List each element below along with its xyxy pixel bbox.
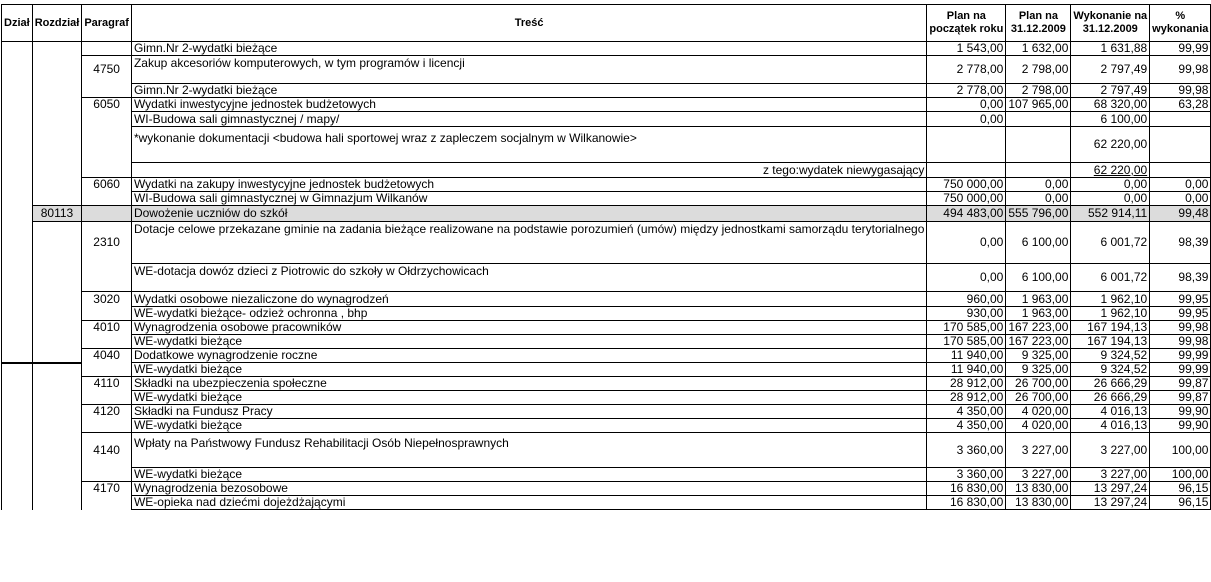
percent-cell: 98,39 (1150, 222, 1211, 264)
paragraf-cell (82, 496, 132, 510)
rozdzial-cell (32, 468, 82, 482)
tresc-text: *wykonanie dokumentacji <budowa hali sportowej wraz z zapleczem socjalnym w Wilkanowie> (133, 130, 637, 145)
dzial-cell (2, 496, 33, 510)
plan-end-cell: 4 020,00 (1006, 419, 1071, 433)
table-row (2, 363, 1211, 377)
tresc-cell: WE-wydatki bieżące (131, 363, 926, 377)
percent-cell: 0,00 (1150, 192, 1211, 206)
rozdzial-cell (32, 419, 82, 433)
dzial-cell (2, 178, 33, 192)
rozdzial-cell (32, 377, 82, 391)
percent-cell: 99,87 (1150, 377, 1211, 391)
plan-start-header-line1: Plan na (946, 10, 986, 22)
table-body (2, 42, 1211, 510)
wykonanie-cell: 62 220,00 (1071, 127, 1150, 163)
percent-cell: 99,95 (1150, 292, 1211, 307)
percent-cell (1150, 163, 1211, 178)
plan-end-cell (1006, 127, 1071, 163)
percent-cell: 99,90 (1150, 419, 1211, 433)
plan-start-cell: 750 000,00 (927, 192, 1006, 206)
plan-end-cell: 3 227,00 (1006, 468, 1071, 482)
table-row (2, 163, 1211, 178)
table-row (2, 178, 1211, 192)
plan-start-cell: 930,00 (927, 307, 1006, 321)
dzial-cell (2, 405, 33, 419)
tresc-cell: Wydatki na zakupy inwestycyjne jednostek budżetowych (131, 178, 926, 192)
percent-cell: 98,39 (1150, 264, 1211, 292)
plan-end-cell: 0,00 (1006, 178, 1071, 192)
percent-cell: 99,98 (1150, 335, 1211, 349)
wykonanie-cell: 3 227,00 (1071, 433, 1150, 468)
rozdzial-cell (32, 363, 82, 377)
plan-start-cell: 11 940,00 (927, 363, 1006, 377)
plan-end-cell: 2 798,00 (1006, 56, 1071, 84)
paragraf-cell: 4110 (82, 377, 132, 391)
plan-end-cell: 107 965,00 (1006, 98, 1071, 112)
table-row (2, 56, 1211, 84)
plan-start-cell: 3 360,00 (927, 468, 1006, 482)
dzial-cell (2, 391, 33, 405)
rozdzial-cell (32, 192, 82, 206)
plan-start-cell: 4 350,00 (927, 405, 1006, 419)
percent-cell: 99,98 (1150, 56, 1211, 84)
wykonanie-cell: 26 666,29 (1071, 391, 1150, 405)
percent-cell: 99,99 (1150, 42, 1211, 56)
paragraf-cell: 2310 (82, 222, 132, 264)
tresc-cell: WE-wydatki bieżące (131, 468, 926, 482)
tresc-cell: Dodatkowe wynagrodzenie roczne (131, 349, 926, 363)
table-row (2, 468, 1211, 482)
dzial-cell (2, 419, 33, 433)
dzial-cell (2, 292, 33, 307)
plan-start-cell: 28 912,00 (927, 391, 1006, 405)
dzial-cell (2, 307, 33, 321)
dzial-cell (2, 84, 33, 98)
col-rozdzial-header: Rozdział (32, 5, 82, 42)
wykonanie-cell (1071, 163, 1150, 178)
percent-cell: 63,28 (1150, 98, 1211, 112)
plan-start-cell: 3 360,00 (927, 433, 1006, 468)
plan-start-cell: 0,00 (927, 98, 1006, 112)
percent-cell: 100,00 (1150, 433, 1211, 468)
percent-cell: 99,99 (1150, 363, 1211, 377)
subtotal-row (2, 206, 1211, 222)
dzial-cell (2, 264, 33, 292)
table-row (2, 192, 1211, 206)
dzial-cell (2, 349, 33, 363)
percent-cell: 99,98 (1150, 84, 1211, 98)
plan-start-cell: 170 585,00 (927, 321, 1006, 335)
wykonanie-cell: 0,00 (1071, 178, 1150, 192)
table-row (2, 42, 1211, 56)
paragraf-cell (82, 127, 132, 163)
paragraf-cell: 4170 (82, 482, 132, 496)
plan-end-cell: 167 223,00 (1006, 321, 1071, 335)
tresc-cell: Wydatki osobowe niezaliczone do wynagrodzeń (131, 292, 926, 307)
plan-start-cell: 28 912,00 (927, 377, 1006, 391)
tresc-cell: WI-Budowa sali gimnastycznej w Gimnazjum Wilkanów (131, 192, 926, 206)
wykonanie-cell: 1 631,88 (1071, 42, 1150, 56)
tresc-cell: WE-wydatki bieżące (131, 391, 926, 405)
paragraf-cell: 3020 (82, 292, 132, 307)
table-row (2, 222, 1211, 264)
paragraf-cell (82, 84, 132, 98)
table-row (2, 405, 1211, 419)
table-row (2, 391, 1211, 405)
dzial-cell (2, 222, 33, 264)
table-row (2, 112, 1211, 127)
wykonanie-cell: 2 797,49 (1071, 84, 1150, 98)
col-plan-end-header (1006, 5, 1071, 42)
percent-cell: 99,99 (1150, 349, 1211, 363)
table-row (2, 98, 1211, 112)
dzial-cell (2, 363, 33, 377)
plan-end-cell: 6 100,00 (1006, 264, 1071, 292)
paragraf-cell: 4140 (82, 433, 132, 468)
paragraf-cell: 6060 (82, 178, 132, 192)
paragraf-cell (82, 419, 132, 433)
wykonanie-cell: 26 666,29 (1071, 377, 1150, 391)
table-row (2, 127, 1211, 163)
rozdzial-cell (32, 112, 82, 127)
table-row (2, 292, 1211, 307)
percent-cell: 100,00 (1150, 468, 1211, 482)
plan-end-cell: 4 020,00 (1006, 405, 1071, 419)
tresc-cell: Składki na Fundusz Pracy (131, 405, 926, 419)
col-plan-start-header (927, 5, 1006, 42)
rozdzial-cell (32, 42, 82, 56)
wykonanie-cell: 1 962,10 (1071, 307, 1150, 321)
plan-end-cell: 167 223,00 (1006, 335, 1071, 349)
col-dzial-header: Dział (2, 5, 33, 42)
plan-start-cell (927, 127, 1006, 163)
wykonanie-header-line1: Wykonanie na (1073, 10, 1148, 22)
plan-end-cell (1006, 163, 1071, 178)
plan-end-cell: 1 963,00 (1006, 307, 1071, 321)
rozdzial-cell (32, 321, 82, 335)
wykonanie-cell: 167 194,13 (1071, 335, 1150, 349)
tresc-cell: WI-Budowa sali gimnastycznej / mapy/ (131, 112, 926, 127)
plan-end-cell (1006, 112, 1071, 127)
table-row (2, 349, 1211, 363)
plan-end-cell: 1 963,00 (1006, 292, 1071, 307)
table-row (2, 335, 1211, 349)
wykonanie-cell: 68 320,00 (1071, 98, 1150, 112)
wykonanie-cell: 4 016,13 (1071, 405, 1150, 419)
budget-table (1, 4, 1211, 510)
paragraf-cell (82, 112, 132, 127)
wykonanie-cell: 552 914,11 (1071, 206, 1150, 222)
plan-end-cell: 0,00 (1006, 192, 1071, 206)
percent-header-line1: % (1175, 10, 1186, 22)
rozdzial-cell (32, 482, 82, 496)
rozdzial-cell (32, 84, 82, 98)
dzial-cell (2, 127, 33, 163)
rozdzial-cell (32, 264, 82, 292)
rozdzial-cell (32, 391, 82, 405)
plan-start-cell: 16 830,00 (927, 496, 1006, 510)
rozdzial-cell (32, 307, 82, 321)
tresc-text: WE-dotacja dowóz dzieci z Piotrowic do szkoły w Ołdrzychowicach (133, 263, 489, 278)
tresc-text: Zakup akcesoriów komputerowych, w tym programów i licencji (133, 55, 465, 70)
plan-end-cell: 1 632,00 (1006, 42, 1071, 56)
rozdzial-cell (32, 335, 82, 349)
dzial-cell (2, 192, 33, 206)
wykonanie-cell: 4 016,13 (1071, 419, 1150, 433)
table-row (2, 84, 1211, 98)
tresc-text: Dotacje celowe przekazane gminie na zadania bieżące realizowane na podstawie porozumień (umów) między jednostkami samorządu terytorialnego (133, 222, 925, 236)
rozdzial-cell: 80113 (32, 206, 82, 222)
tresc-text: Wpłaty na Państwowy Fundusz Rehabilitacji Osób Niepełnosprawnych (133, 436, 509, 450)
table-row (2, 264, 1211, 292)
tresc-cell: Wynagrodzenia bezosobowe (131, 482, 926, 496)
percent-cell: 0,00 (1150, 178, 1211, 192)
paragraf-cell: 4120 (82, 405, 132, 419)
plan-end-cell: 555 796,00 (1006, 206, 1071, 222)
tresc-cell: WE-wydatki bieżące (131, 335, 926, 349)
paragraf-cell (82, 42, 132, 56)
wykonanie-cell: 167 194,13 (1071, 321, 1150, 335)
paragraf-cell (82, 206, 132, 222)
plan-start-cell: 0,00 (927, 222, 1006, 264)
plan-end-cell: 6 100,00 (1006, 222, 1071, 264)
plan-end-cell: 26 700,00 (1006, 391, 1071, 405)
percent-cell (1150, 127, 1211, 163)
paragraf-cell (82, 264, 132, 292)
tresc-cell: z tego:wydatek niewygasający (131, 163, 926, 178)
plan-start-cell: 750 000,00 (927, 178, 1006, 192)
rozdzial-cell (32, 292, 82, 307)
dzial-cell (2, 206, 33, 222)
paragraf-cell: 4750 (82, 56, 132, 84)
wykonanie-cell: 13 297,24 (1071, 482, 1150, 496)
wykonanie-header-line2: 31.12.2009 (1082, 23, 1138, 35)
paragraf-cell (82, 335, 132, 349)
tresc-cell (131, 222, 926, 264)
plan-end-header-line1: Plan na (1018, 10, 1058, 22)
plan-end-cell: 26 700,00 (1006, 377, 1071, 391)
percent-cell (1150, 112, 1211, 127)
tresc-cell: Gimn.Nr 2-wydatki bieżące (131, 84, 926, 98)
rozdzial-cell (32, 496, 82, 510)
rozdzial-cell (32, 222, 82, 264)
dzial-cell (2, 112, 33, 127)
plan-start-cell: 170 585,00 (927, 335, 1006, 349)
rozdzial-cell (32, 178, 82, 192)
tresc-cell (131, 433, 926, 468)
dzial-cell (2, 163, 33, 178)
plan-start-cell (927, 163, 1006, 178)
wykonanie-cell: 6 001,72 (1071, 222, 1150, 264)
percent-cell: 96,15 (1150, 482, 1211, 496)
dzial-cell (2, 377, 33, 391)
header-row (2, 5, 1211, 42)
plan-end-header-line2: 31.12.2009 (1010, 23, 1066, 35)
tresc-cell: WE-opieka nad dziećmi dojeżdżającymi (131, 496, 926, 510)
dzial-cell (2, 482, 33, 496)
tresc-cell (131, 56, 926, 84)
paragraf-cell (82, 163, 132, 178)
plan-end-cell: 9 325,00 (1006, 363, 1071, 377)
plan-start-cell: 11 940,00 (927, 349, 1006, 363)
paragraf-cell: 6050 (82, 98, 132, 112)
plan-start-header-line2: początek roku (929, 23, 1004, 35)
paragraf-cell (82, 391, 132, 405)
plan-end-cell: 13 830,00 (1006, 496, 1071, 510)
wykonanie-cell: 13 297,24 (1071, 496, 1150, 510)
table-row (2, 321, 1211, 335)
tresc-cell: Gimn.Nr 2-wydatki bieżące (131, 42, 926, 56)
wykonanie-cell: 6 001,72 (1071, 264, 1150, 292)
rozdzial-cell (32, 405, 82, 419)
plan-start-cell: 2 778,00 (927, 56, 1006, 84)
dzial-cell (2, 335, 33, 349)
table-row (2, 433, 1211, 468)
plan-start-cell: 4 350,00 (927, 419, 1006, 433)
col-tresc-header: Treść (131, 5, 926, 42)
table-row (2, 482, 1211, 496)
table-row (2, 377, 1211, 391)
percent-cell: 99,95 (1150, 307, 1211, 321)
percent-cell: 99,90 (1150, 405, 1211, 419)
plan-end-cell: 2 798,00 (1006, 84, 1071, 98)
percent-cell: 99,98 (1150, 321, 1211, 335)
dzial-cell (2, 56, 33, 84)
paragraf-cell (82, 468, 132, 482)
plan-start-cell: 494 483,00 (927, 206, 1006, 222)
paragraf-cell (82, 192, 132, 206)
plan-end-cell: 9 325,00 (1006, 349, 1071, 363)
wykonanie-cell: 3 227,00 (1071, 468, 1150, 482)
plan-start-cell: 1 543,00 (927, 42, 1006, 56)
tresc-cell: Wynagrodzenia osobowe pracowników (131, 321, 926, 335)
dzial-cell (2, 98, 33, 112)
plan-start-cell: 960,00 (927, 292, 1006, 307)
col-percent-header (1150, 5, 1211, 42)
paragraf-cell (82, 363, 132, 377)
rozdzial-cell (32, 349, 82, 363)
table-row (2, 496, 1211, 510)
wykonanie-cell: 0,00 (1071, 192, 1150, 206)
rozdzial-cell (32, 98, 82, 112)
tresc-cell (131, 127, 926, 163)
plan-end-cell: 3 227,00 (1006, 433, 1071, 468)
wykonanie-cell: 6 100,00 (1071, 112, 1150, 127)
plan-end-cell: 13 830,00 (1006, 482, 1071, 496)
dzial-cell (2, 42, 33, 56)
tresc-cell: WE-wydatki bieżące (131, 419, 926, 433)
dzial-cell (2, 433, 33, 468)
wykonanie-cell: 1 962,10 (1071, 292, 1150, 307)
rozdzial-cell (32, 127, 82, 163)
plan-start-cell: 0,00 (927, 112, 1006, 127)
percent-header-line2: wykonania (1152, 23, 1209, 35)
wykonanie-cell: 9 324,52 (1071, 363, 1150, 377)
paragraf-cell: 4040 (82, 349, 132, 363)
rozdzial-cell (32, 56, 82, 84)
percent-cell: 99,48 (1150, 206, 1211, 222)
paragraf-cell (82, 307, 132, 321)
percent-cell: 96,15 (1150, 496, 1211, 510)
table-row (2, 419, 1211, 433)
percent-cell: 99,87 (1150, 391, 1211, 405)
wykonanie-cell: 9 324,52 (1071, 349, 1150, 363)
tresc-cell (131, 264, 926, 292)
table-row (2, 307, 1211, 321)
tresc-cell: Dowożenie uczniów do szkół (131, 206, 926, 222)
rozdzial-cell (32, 433, 82, 468)
plan-start-cell: 16 830,00 (927, 482, 1006, 496)
rozdzial-cell (32, 163, 82, 178)
tresc-cell: Wydatki inwestycyjne jednostek budżetowych (131, 98, 926, 112)
plan-start-cell: 2 778,00 (927, 84, 1006, 98)
col-paragraf-header: Paragraf (82, 5, 132, 42)
plan-start-cell: 0,00 (927, 264, 1006, 292)
col-wykonanie-header (1071, 5, 1150, 42)
paragraf-cell: 4010 (82, 321, 132, 335)
dzial-cell (2, 321, 33, 335)
wykonanie-value: 62 220,00 (1093, 162, 1148, 177)
tresc-cell: WE-wydatki bieżące- odzież ochronna , bhp (131, 307, 926, 321)
tresc-cell: Składki na ubezpieczenia społeczne (131, 377, 926, 391)
wykonanie-cell: 2 797,49 (1071, 56, 1150, 84)
dzial-cell (2, 468, 33, 482)
